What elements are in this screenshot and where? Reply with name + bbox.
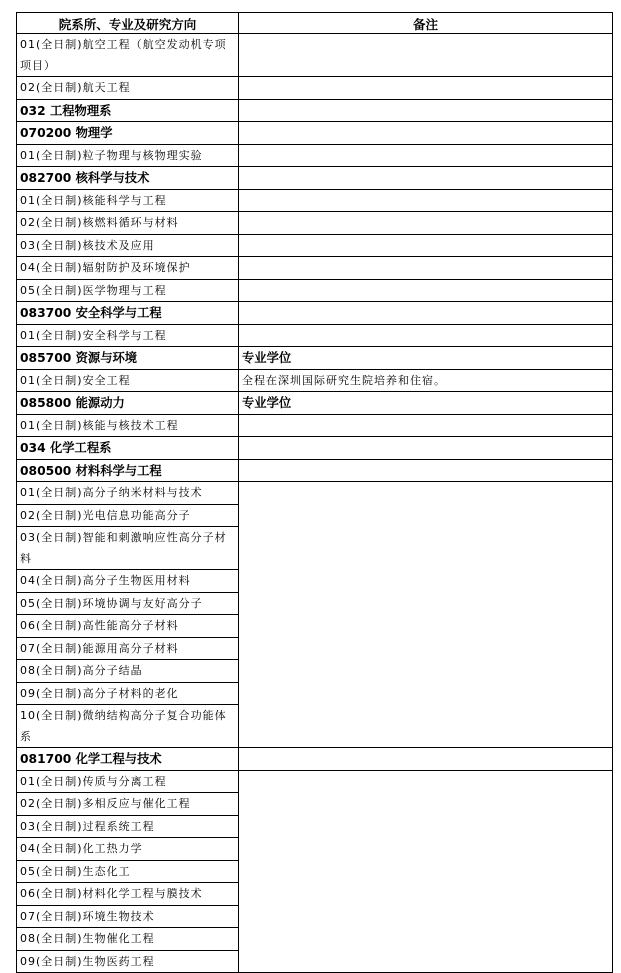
note-cell	[239, 770, 613, 973]
note-cell	[239, 437, 613, 460]
program-cell: 03(全日制)过程系统工程	[17, 815, 239, 838]
program-cell: 08(全日制)生物催化工程	[17, 928, 239, 951]
table-row	[17, 770, 613, 793]
program-cell: 09(全日制)生物医药工程	[17, 950, 239, 973]
program-cell: 01(全日制)安全科学与工程	[17, 324, 239, 347]
note-cell: 全程在深圳国际研究生院培养和住宿。	[239, 369, 613, 392]
note-cell	[239, 122, 613, 145]
note-cell	[239, 482, 613, 748]
table-row	[17, 482, 613, 505]
program-cell: 04(全日制)化工热力学	[17, 838, 239, 861]
note-cell	[239, 279, 613, 302]
program-cell: 02(全日制)航天工程	[17, 77, 239, 100]
program-cell: 01(全日制)安全工程	[17, 369, 239, 392]
program-cell: 01(全日制)核能与核技术工程	[17, 414, 239, 437]
section-row	[17, 347, 613, 370]
note-cell: 专业学位	[239, 347, 613, 370]
section-title: 080500 材料科学与工程	[17, 459, 239, 482]
section-title: 082700 核科学与技术	[17, 167, 239, 190]
section-row	[17, 459, 613, 482]
section-title: 032 工程物理系	[17, 99, 239, 122]
table-row	[17, 414, 613, 437]
note-cell	[239, 459, 613, 482]
section-row	[17, 748, 613, 771]
program-cell: 06(全日制)材料化学工程与膜技术	[17, 883, 239, 906]
section-title: 085800 能源动力	[17, 392, 239, 415]
note-cell	[239, 144, 613, 167]
note-cell	[239, 77, 613, 100]
section-row	[17, 392, 613, 415]
program-cell: 01(全日制)粒子物理与核物理实验	[17, 144, 239, 167]
header-programs: 院系所、专业及研究方向	[17, 13, 239, 34]
program-cell: 09(全日制)高分子材料的老化	[17, 682, 239, 705]
note-cell	[239, 414, 613, 437]
table-header-row	[17, 13, 613, 34]
table-row	[17, 369, 613, 392]
table-row	[17, 324, 613, 347]
program-cell: 01(全日制)传质与分离工程	[17, 770, 239, 793]
note-cell	[239, 34, 613, 77]
program-cell: 03(全日制)核技术及应用	[17, 234, 239, 257]
program-cell: 05(全日制)环境协调与友好高分子	[17, 592, 239, 615]
section-title: 034 化学工程系	[17, 437, 239, 460]
section-row	[17, 167, 613, 190]
program-cell: 07(全日制)环境生物技术	[17, 905, 239, 928]
program-cell: 03(全日制)智能和刺激响应性高分子材料	[17, 527, 239, 570]
header-notes: 备注	[239, 13, 613, 34]
program-cell: 01(全日制)高分子纳米材料与技术	[17, 482, 239, 505]
program-cell: 05(全日制)生态化工	[17, 860, 239, 883]
note-cell	[239, 167, 613, 190]
note-cell	[239, 748, 613, 771]
program-cell: 04(全日制)高分子生物医用材料	[17, 570, 239, 593]
program-cell: 04(全日制)辐射防护及环境保护	[17, 257, 239, 280]
section-title: 083700 安全科学与工程	[17, 302, 239, 325]
program-cell: 06(全日制)高性能高分子材料	[17, 615, 239, 638]
table-row	[17, 77, 613, 100]
section-title: 070200 物理学	[17, 122, 239, 145]
section-row	[17, 99, 613, 122]
section-title: 085700 资源与环境	[17, 347, 239, 370]
table-row	[17, 234, 613, 257]
section-row	[17, 437, 613, 460]
note-cell	[239, 302, 613, 325]
program-cell: 10(全日制)微纳结构高分子复合功能体系	[17, 705, 239, 748]
program-cell: 02(全日制)多相反应与催化工程	[17, 793, 239, 816]
note-cell	[239, 234, 613, 257]
program-cell: 01(全日制)核能科学与工程	[17, 189, 239, 212]
note-cell	[239, 189, 613, 212]
note-cell	[239, 212, 613, 235]
table-row	[17, 34, 613, 77]
note-cell	[239, 99, 613, 122]
table-row	[17, 212, 613, 235]
program-cell: 02(全日制)核燃料循环与材料	[17, 212, 239, 235]
table-row	[17, 144, 613, 167]
note-cell	[239, 324, 613, 347]
table-body	[17, 34, 613, 973]
section-row	[17, 302, 613, 325]
section-title: 081700 化学工程与技术	[17, 748, 239, 771]
program-table	[16, 12, 613, 973]
table-row	[17, 257, 613, 280]
program-cell: 02(全日制)光电信息功能高分子	[17, 504, 239, 527]
section-row	[17, 122, 613, 145]
note-cell	[239, 257, 613, 280]
table-row	[17, 189, 613, 212]
program-cell: 01(全日制)航空工程（航空发动机专项项目）	[17, 34, 239, 77]
program-cell: 07(全日制)能源用高分子材料	[17, 637, 239, 660]
program-cell: 08(全日制)高分子结晶	[17, 660, 239, 683]
table-row	[17, 279, 613, 302]
program-cell: 05(全日制)医学物理与工程	[17, 279, 239, 302]
note-cell: 专业学位	[239, 392, 613, 415]
